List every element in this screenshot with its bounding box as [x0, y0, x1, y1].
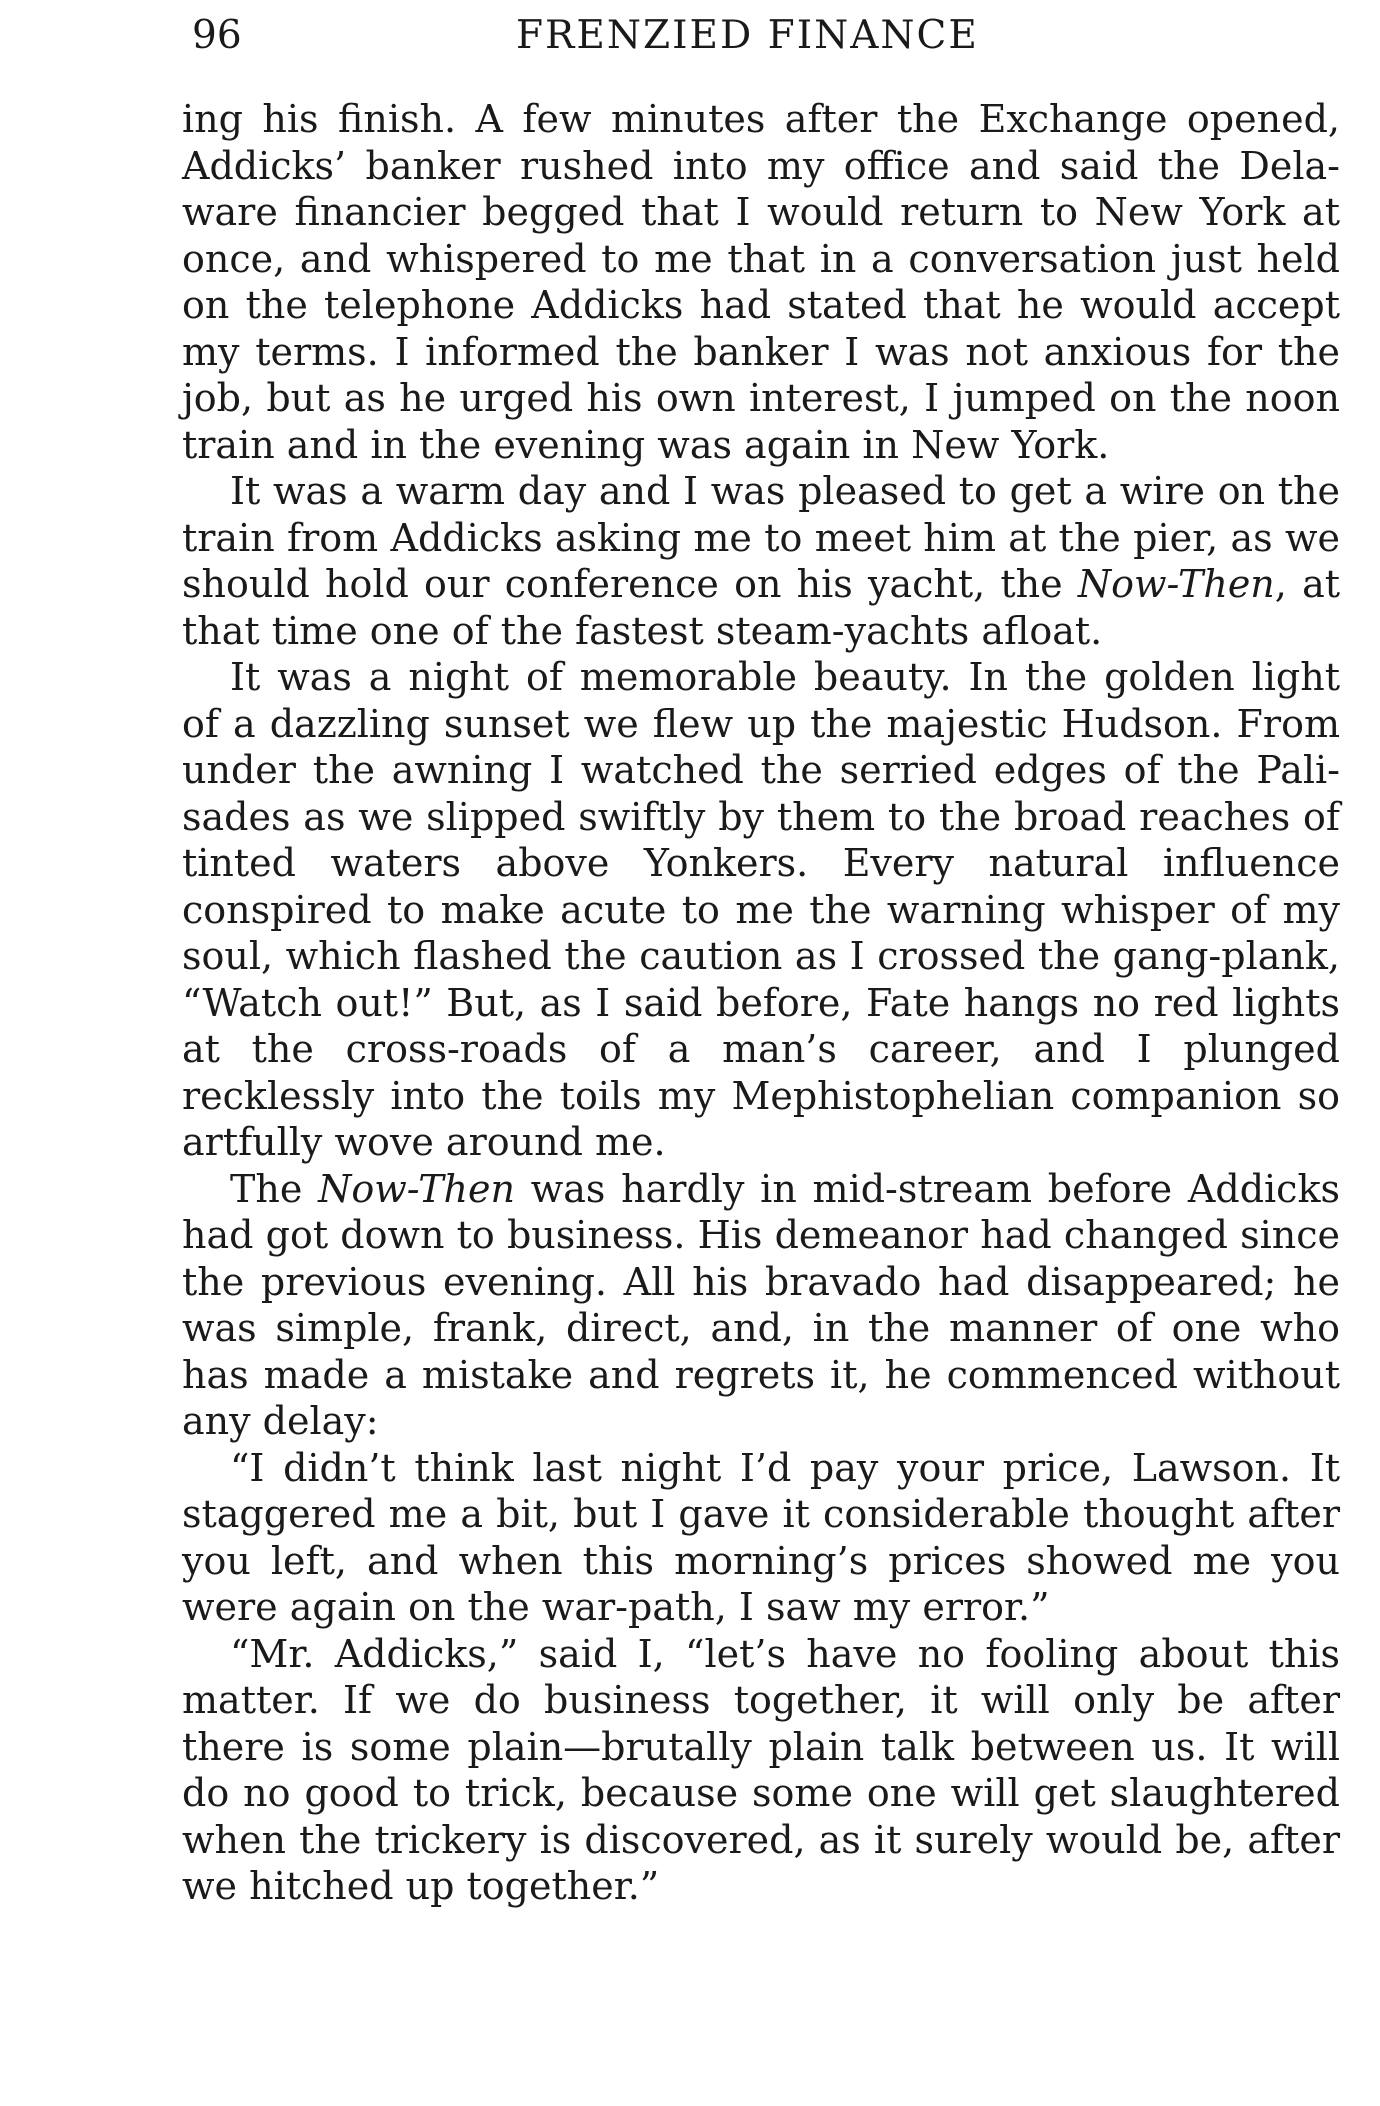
page-number: 96: [192, 13, 242, 58]
body-text: [182, 96, 1340, 1910]
paragraph-2-text-end: , at that time one of the fastest steam-yachts afloat.: [182, 562, 1340, 653]
running-title: FRENZIED FINANCE: [516, 13, 979, 58]
paragraph-4-text-end: was hardly in mid-stream before Addicks had got down to business. His demeanor had changed since the previous evening. All his bravado had disappeared; he was simple, frank, direct, and, in the manner of one who has made a mistake and regrets it, he commenced without any delay:: [182, 1166, 1340, 1443]
paragraph-6: “Mr. Addicks,” said I, “let’s have no fooling about this matter. If we do business together, it will only be after there is some plain—brutally plain talk between us. It will do no good to trick, because some one will get slaughtered when the trickery is discovered, as it surely would be, after we hitched up together.”: [182, 1631, 1340, 1908]
paragraph-2-text-start: It was a warm day and I was pleased to get a wire on the train from Addicks asking me to meet him at the pier, as we should hold our conference on his yacht, the: [182, 469, 1340, 606]
paragraph-5: “I didn’t think last night I’d pay your price, Lawson. It staggered me a bit, but I gave it considerable thought after you left, and when this morning’s prices showed me you were again on the war-path, I saw my error.”: [182, 1445, 1340, 1629]
yacht-name-italic: Now-Then: [1077, 562, 1275, 606]
running-head: [192, 6, 1340, 66]
paragraph-3: It was a night of memorable beauty. In the golden light of a dazzling sunset we flew up the majestic Hudson. From under the awning I watched the serried edges of the Palisades as we slipped swiftly by them to the broad reaches of tinted waters above Yonkers. Every natural influence conspired to make acute to me the warning whisper of my soul, which flashed the caution as I crossed the gang-plank, “Watch out!” But, as I said before, Fate hangs no red lights at the cross-roads of a man’s career, and I plunged recklessly into the toils my Mephistophelian companion so artfully wove around me.: [182, 655, 1340, 1164]
paragraph-4-text-start: The: [230, 1166, 319, 1211]
paragraph-1: ing his finish. A few minutes after the Exchange opened, Addicks’ banker rushed into my office and said the Delaware financier begged that I would return to New York at once, and whispered to me that in a conversation just held on the telephone Addicks had stated that he would accept my terms. I informed the banker I was not anxious for the job, but as he urged his own interest, I jumped on the noon train and in the evening was again in New York.: [182, 97, 1340, 467]
paragraph-2: [182, 468, 1340, 654]
paragraph-4: [182, 1166, 1340, 1445]
yacht-name-italic: Now-Then: [318, 1166, 515, 1211]
